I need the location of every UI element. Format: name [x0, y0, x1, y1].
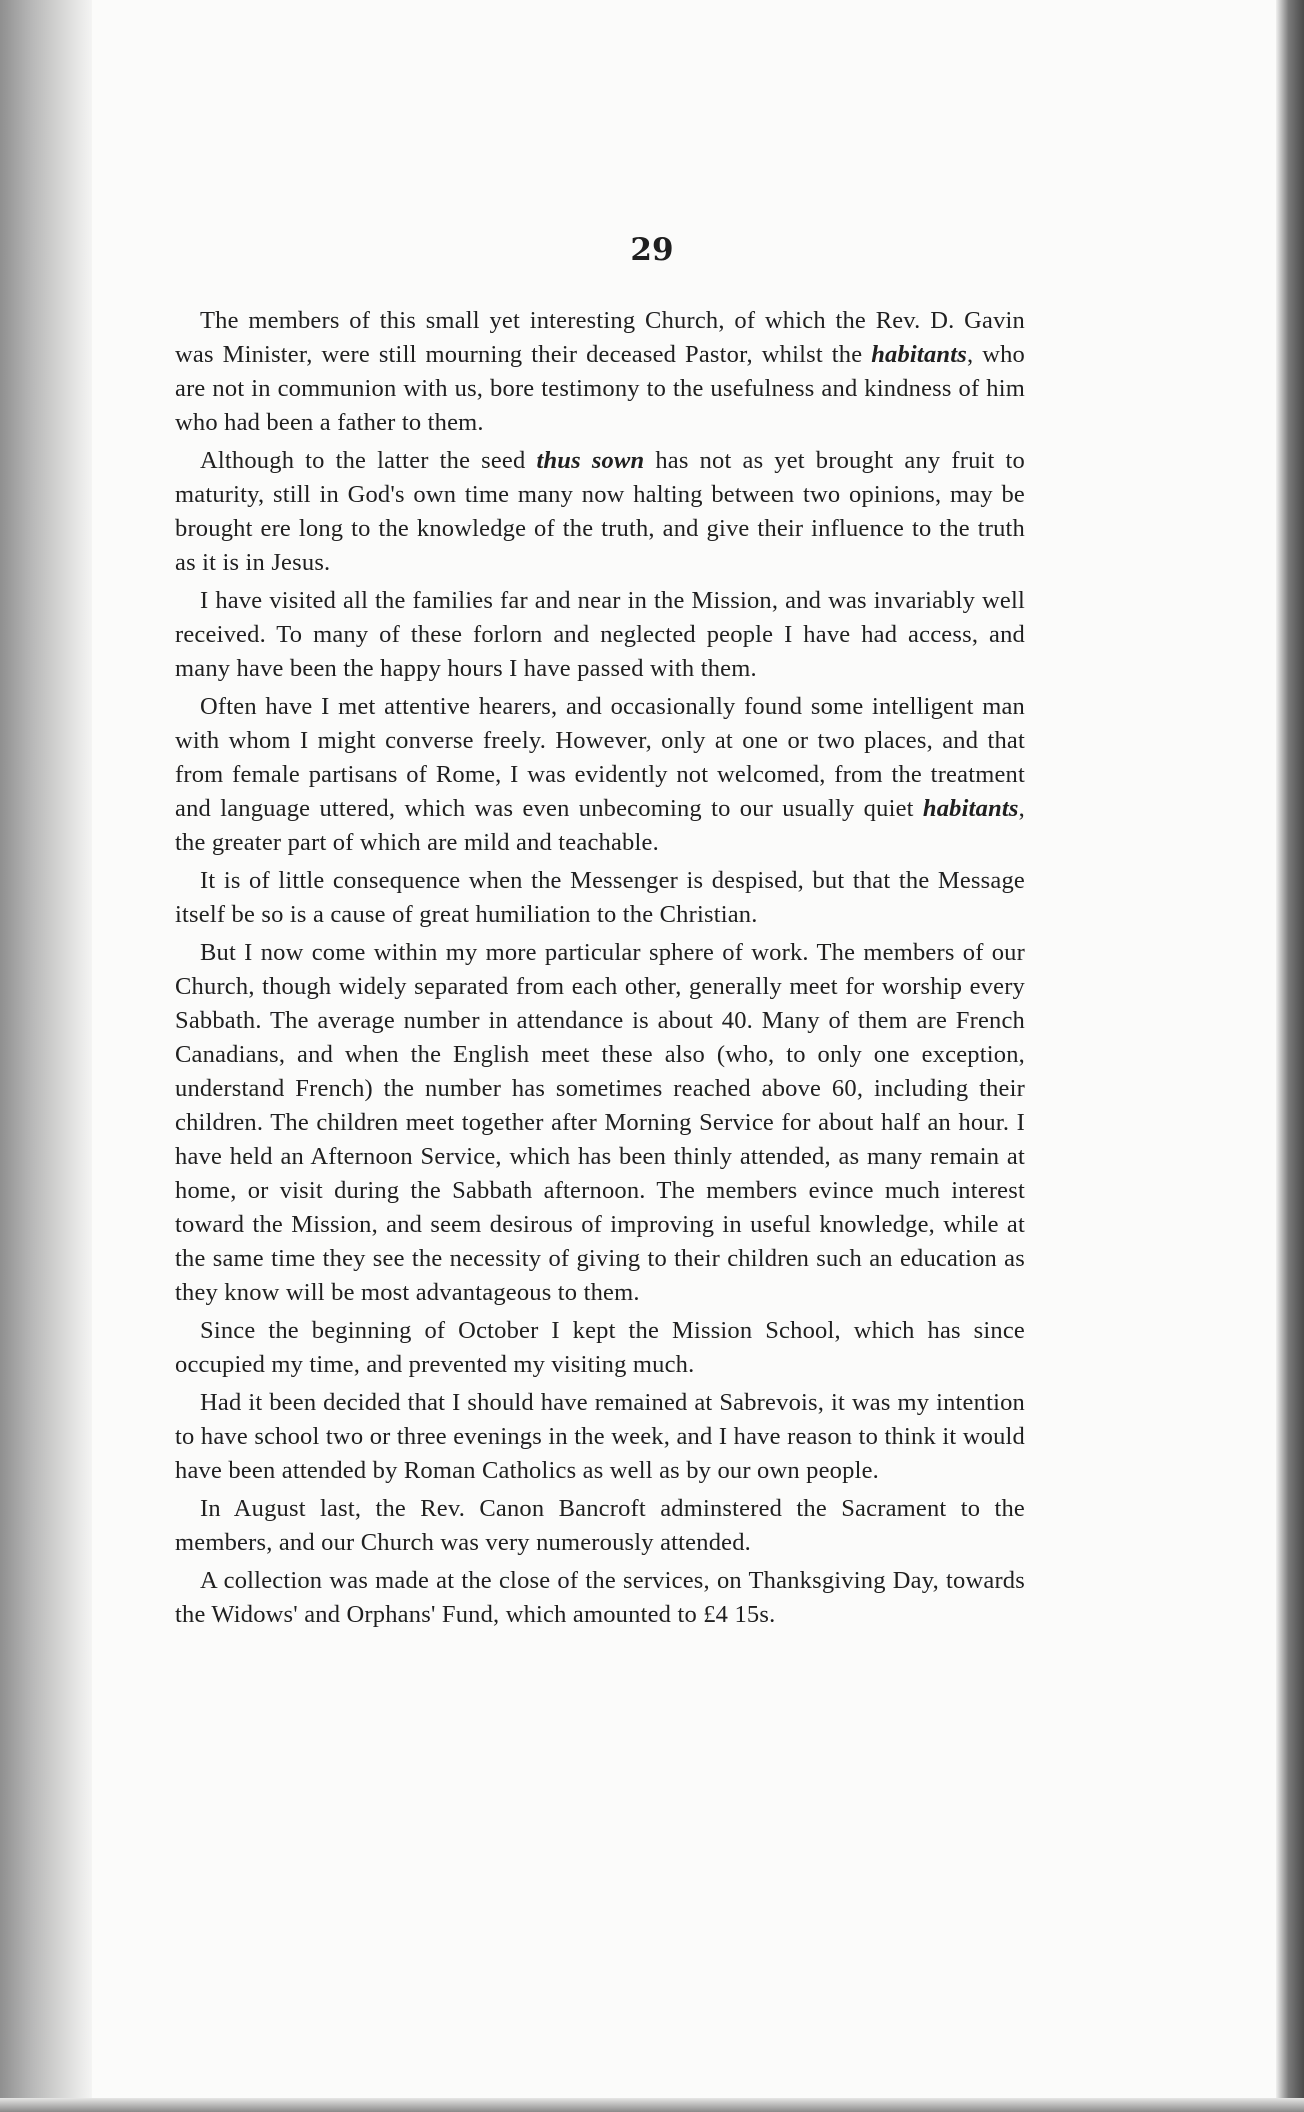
- paragraph: [175, 1386, 1025, 1488]
- text-run: , who are not in communion with us, bore testimony to the usefulness and kindness of him who had been a father to them.: [175, 341, 1026, 436]
- italic-term: thus sown: [536, 447, 645, 474]
- binding-shadow: [0, 0, 92, 2112]
- text-run: Often have I met attentive hearers, and occasionally found some intelligent man with whom I might converse freely. However, only at one or two places, and that from female partisans of Rome, I was evidently not welcomed, from the treatment and language uttered, which was even unbecoming to our usually quiet: [175, 693, 1025, 822]
- text-run: has not as yet brought any fruit to maturity, still in God's own time many now halting between two opinions, may be brought ere long to the knowledge of the truth, and give their influence to the truth as it is in Jesus.: [175, 447, 1025, 576]
- body-text: [175, 304, 1025, 1636]
- page-bottom-shadow: [0, 2098, 1304, 2112]
- paragraph: [175, 1564, 1025, 1632]
- paragraph: [175, 304, 1025, 440]
- paragraph: [175, 864, 1025, 932]
- paragraph: [175, 1492, 1025, 1560]
- text-run: A collection was made at the close of the services, on Thanksgiving Day, towards the Widows' and Orphans' Fund, which amounted to £4 15s.: [175, 1567, 1025, 1628]
- text-run: , the greater part of which are mild and teachable.: [175, 795, 1025, 856]
- text-run: I have visited all the families far and near in the Mission, and was invariably well received. To many of these forlorn and neglected people I have had access, and many have been the happy hours I have passed with them.: [175, 587, 1025, 682]
- text-run: Had it been decided that I should have remained at Sabrevois, it was my intention to have school two or three evenings in the week, and I have reason to think it would have been attended by Roman Catholics as well as by our own people.: [175, 1389, 1025, 1484]
- italic-term: habitants: [871, 341, 967, 368]
- text-run: Although to the latter the seed: [200, 447, 537, 474]
- paragraph: [175, 1314, 1025, 1382]
- text-run: Since the beginning of October I kept the Mission School, which has since occupied my time, and prevented my visiting much.: [175, 1317, 1025, 1378]
- italic-term: habitants: [922, 795, 1019, 822]
- page-edge-shadow: [1276, 0, 1304, 2112]
- paragraph: [175, 690, 1025, 860]
- paragraph: [175, 444, 1025, 580]
- text-run: It is of little consequence when the Messenger is despised, but that the Message itself be so is a cause of great humiliation to the Christian.: [175, 867, 1025, 928]
- text-run: In August last, the Rev. Canon Bancroft adminstered the Sacrament to the members, and our Church was very numerously attended.: [175, 1495, 1025, 1556]
- paragraph: [175, 584, 1025, 686]
- paragraph: [175, 936, 1025, 1310]
- text-run: The members of this small yet interesting Church, of which the Rev. D. Gavin was Minister, were still mourning their deceased Pastor, whilst the: [175, 307, 1025, 368]
- text-run: But I now come within my more particular sphere of work. The members of our Church, though widely separated from each other, generally meet for worship every Sabbath. The average number in attendance is about 40. Many of them are French Canadians, and when the English meet these also (who, to only one exception, understand French) the number has sometimes reached above 60, including their children. The children meet together after Morning Service for about half an hour. I have held an Afternoon Service, which has been thinly attended, as many remain at home, or visit during the Sabbath afternoon. The members evince much interest toward the Mission, and seem desirous of improving in useful knowledge, while at the same time they see the necessity of giving to their children such an education as they know will be most advantageous to them.: [175, 939, 1025, 1306]
- page-number: 29: [630, 232, 674, 268]
